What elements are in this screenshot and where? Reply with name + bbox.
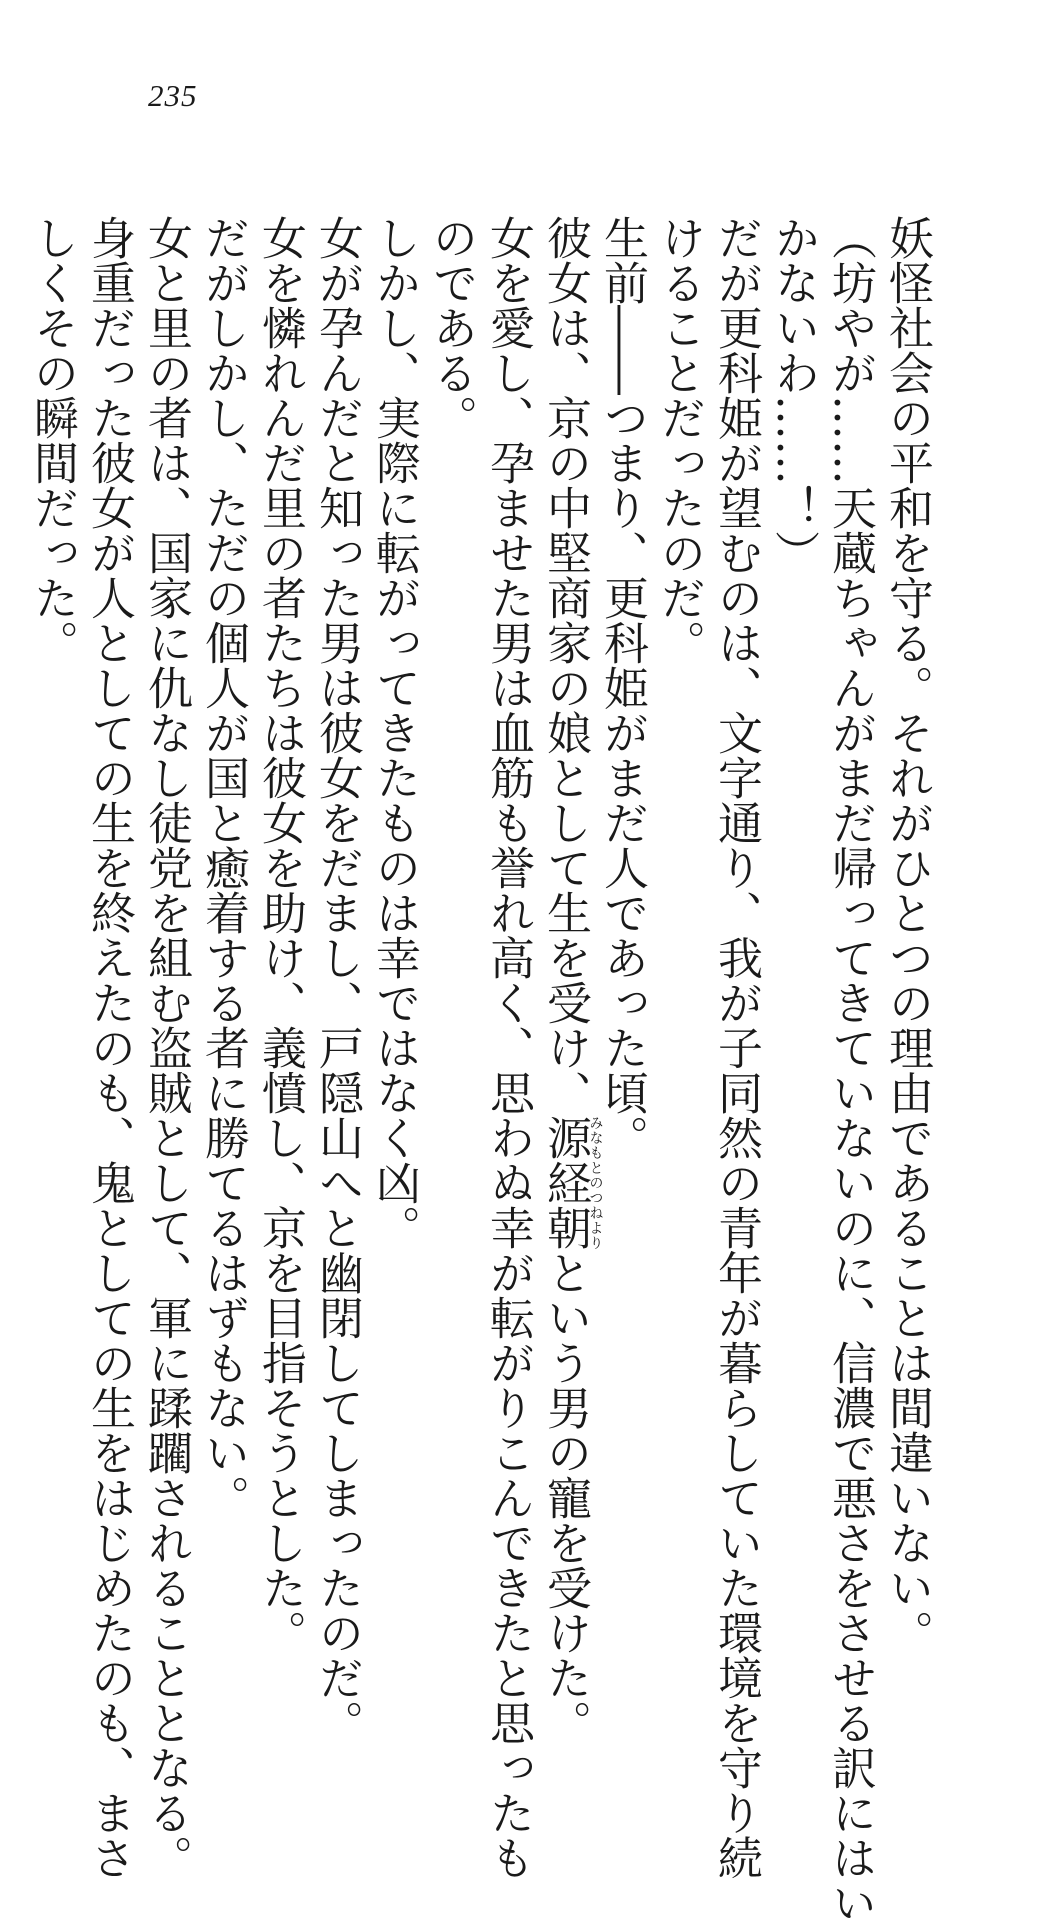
text-line-8: 女を愛し、孕ませた男は血筋も誉れ高く、思わぬ幸が転がりこんできたと思ったも bbox=[482, 215, 535, 1880]
text-line-7 bbox=[539, 215, 604, 1745]
text-line-2: （坊やが……天蔵ちゃんがまだ帰ってきていないのに、信濃で悪さをさせる訳にはい bbox=[824, 215, 877, 1925]
text-line-3: かないわ……！） bbox=[767, 215, 820, 575]
text-line-16: しくその瞬間だった。 bbox=[26, 215, 79, 665]
text-line-11: 女が孕んだと知った男は彼女をだまし、戸隠山へと幽閉してしまったのだ。 bbox=[311, 215, 364, 1745]
text-line-10: しかし、実際に転がってきたものは幸ではなく凶。 bbox=[368, 215, 421, 1250]
text-line-1: 妖怪社会の平和を守る。それがひとつの理由であることは間違いない。 bbox=[881, 215, 934, 1655]
text-line-7-part-a: 彼女は、京の中堅商家の娘として生を受け、 bbox=[539, 215, 592, 1115]
ruby-name bbox=[539, 1115, 604, 1250]
text-line-9: のである。 bbox=[425, 215, 478, 440]
text-line-6: 生前――つまり、更科姫がまだ人であった頃。 bbox=[596, 215, 649, 1160]
text-line-4: だが更科姫が望むのは、文字通り、我が子同然の青年が暮らしていた環境を守り続 bbox=[710, 215, 763, 1880]
text-line-12: 女を憐れんだ里の者たちは彼女を助け、義憤し、京を目指そうとした。 bbox=[254, 215, 307, 1655]
text-line-7-part-b: という男の寵を受けた。 bbox=[539, 1250, 592, 1745]
text-line-15: 身重だった彼女が人としての生を終えたのも、鬼としての生をはじめたのも、まさ bbox=[83, 215, 136, 1880]
ruby-reading: みなもとのつねより bbox=[587, 1115, 604, 1250]
page-number: 235 bbox=[148, 78, 198, 113]
text-line-14: 女と里の者は、国家に仇なし徒党を組む盗賊として、軍に蹂躙されることとなる。 bbox=[140, 215, 193, 1880]
ruby-base: 源経朝 bbox=[539, 1115, 592, 1250]
text-line-13: だがしかし、ただの個人が国と癒着する者に勝てるはずもない。 bbox=[197, 215, 250, 1520]
text-line-5: けることだったのだ。 bbox=[653, 215, 706, 665]
